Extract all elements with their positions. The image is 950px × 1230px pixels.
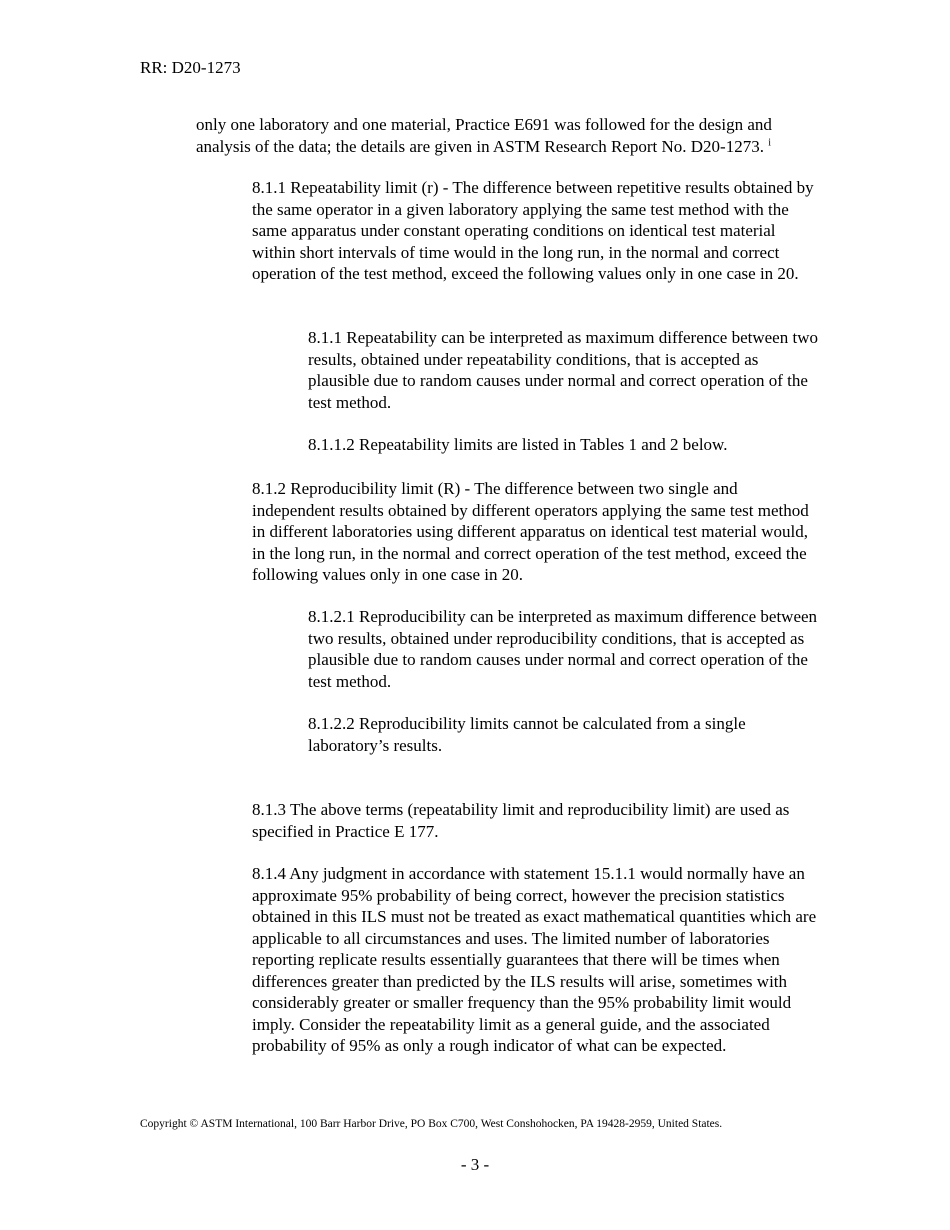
page-number: - 3 - [460,1155,490,1174]
footnote-marker: i [768,136,771,148]
copyright-footer: Copyright © ASTM International, 100 Barr Harbor Drive, PO Box C700, West Conshohocken, PA 19428-2959, United States. [140,1118,723,1130]
section-8-1-2-2-reproducibility-single-lab: 8.1.2.2 Reproducibility limits cannot be calculated from a single laboratory’s results. [308,714,746,755]
intro-paragraph [196,114,816,157]
report-id-header: RR: D20-1273 [140,58,241,77]
section-8-1-1-2-repeatability-tables: 8.1.1.2 Repeatability limits are listed in Tables 1 and 2 below. [308,435,728,454]
section-8-1-1-repeatability-limit: 8.1.1 Repeatability limit (r) - The difference between repetitive results obtained by the same operator in a given laboratory applying the same test method with the same apparatus under constant operating conditions on identical test material within short intervals of time would in the long run, in the normal and correct operation of the test method, exceed the following values only in one case in 20. [252,178,814,283]
section-8-1-1-repeatability-interpretation: 8.1.1 Repeatability can be interpreted as maximum difference between two results, obtained under repeatability conditions, that is accepted as plausible due to random causes under normal and correct operation of the test method. [308,328,818,412]
section-8-1-4-judgment: 8.1.4 Any judgment in accordance with statement 15.1.1 would normally have an approximate 95% probability of being correct, however the precision statistics obtained in this ILS must not be treated as exact mathematical quantities which are applicable to all circumstances and uses. The limited number of laboratories reporting replicate results essentially guarantees that there will be times when differences greater than predicted by the ILS results will arise, sometimes with considerably greater or smaller frequency than the 95% probability limit would imply. Consider the repeatability limit as a general guide, and the associated probability of 95% as only a rough indicator of what can be expected. [252,864,817,1055]
section-8-1-2-reproducibility-limit: 8.1.2 Reproducibility limit (R) - The difference between two single and independent results obtained by different operators applying the same test method in different laboratories using different apparatus on identical test material would, in the long run, in the normal and correct operation of the test method, exceed the following values only in one case in 20. [252,479,809,584]
section-8-1-3-terms: 8.1.3 The above terms (repeatability limit and reproducibility limit) are used as specified in Practice E 177. [252,800,790,841]
section-8-1-2-1-reproducibility-interpretation: 8.1.2.1 Reproducibility can be interpreted as maximum difference between two results, obtained under reproducibility conditions, that is accepted as plausible due to random causes under normal and correct operation of the test method. [308,607,818,691]
intro-text: only one laboratory and one material, Practice E691 was followed for the design and analysis of the data; the details are given in ASTM Research Report No. D20-1273. [196,115,772,156]
